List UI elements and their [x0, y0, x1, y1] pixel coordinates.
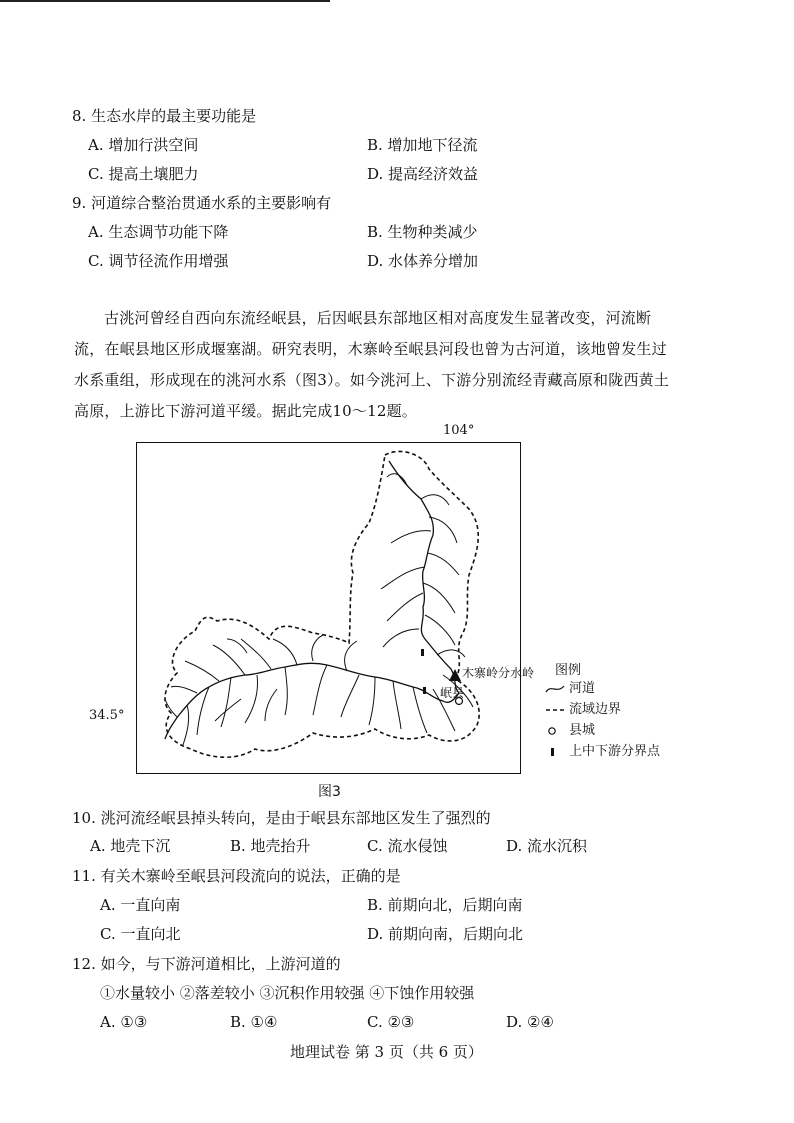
map-drawing — [137, 443, 522, 775]
passage-line: 水系重组，形成现在的洮河水系（图3）。如今洮河上、下游分别流经青藏高原和陇西黄土 — [74, 371, 670, 389]
boundary-legend-icon — [545, 704, 565, 716]
q9-option-a: A. 生态调节功能下降 — [88, 223, 229, 241]
longitude-label: 104° — [443, 423, 475, 438]
q9-stem: 9. 河道综合整治贯通水系的主要影响有 — [72, 194, 332, 212]
q8-option-a: A. 增加行洪空间 — [88, 136, 199, 154]
top-rule — [0, 0, 330, 2]
q12-statements: ①水量较小 ②落差较小 ③沉积作用较强 ④下蚀作用较强 — [100, 984, 475, 1002]
q11-option-c: C. 一直向北 — [100, 925, 181, 943]
legend-boundary — [545, 698, 621, 717]
marker-legend-icon — [545, 746, 565, 758]
legend-marker — [545, 740, 660, 759]
q8-option-d: D. 提高经济效益 — [367, 165, 479, 183]
q11-option-b: B. 前期向北，后期向南 — [367, 896, 523, 914]
page-footer: 地理试卷 第 3 页（共 6 页） — [290, 1043, 483, 1061]
passage-line: 流，在岷县地区形成堰塞湖。研究表明，木寨岭至岷县河段也曾为古河道，该地曾发生过 — [74, 340, 667, 358]
q12-option-d: D. ②④ — [506, 1013, 554, 1031]
q12-option-b: B. ①④ — [230, 1013, 278, 1031]
q12-stem: 12. 如今，与下游河道相比，上游河道的 — [72, 955, 341, 973]
segment-boundary-icon — [423, 687, 426, 694]
latitude-label: 34.5° — [89, 708, 125, 723]
q10-option-d: D. 流水沉积 — [506, 837, 588, 855]
legend-label: 河道 — [569, 681, 596, 696]
q8-option-b: B. 增加地下径流 — [367, 136, 478, 154]
minxian-label: 岷县 — [440, 686, 465, 700]
reading-passage — [74, 303, 724, 427]
q11-stem: 11. 有关木寨岭至岷县河段流向的说法，正确的是 — [72, 867, 401, 885]
segment-boundary-icon — [421, 649, 424, 656]
q12-option-c: C. ②③ — [367, 1013, 415, 1031]
watershed-map — [136, 442, 521, 774]
passage-line: 高原，上游比下游河道平缓。据此完成10～12题。 — [74, 402, 417, 420]
q10-option-a: A. 地壳下沉 — [90, 837, 171, 855]
q12-option-a: A. ①③ — [100, 1013, 148, 1031]
q11-option-a: A. 一直向南 — [100, 896, 181, 914]
q8-option-c: C. 提高土壤肥力 — [88, 165, 199, 183]
legend-title: 图例 — [555, 663, 582, 678]
q9-option-b: B. 生物种类减少 — [367, 223, 478, 241]
river-legend-icon — [545, 683, 565, 695]
county-legend-icon — [545, 725, 565, 737]
legend-county — [545, 719, 595, 738]
basin-boundary — [165, 451, 479, 757]
legend-river — [545, 677, 595, 696]
main-river — [165, 461, 459, 739]
passage-line: 古洮河曾经自西向东流经岷县，后因岷县东部地区相对高度发生显著改变，河流断 — [104, 309, 652, 327]
q11-option-d: D. 前期向南，后期向北 — [367, 925, 524, 943]
legend-label: 上中下游分界点 — [569, 744, 661, 759]
legend-label: 流域边界 — [569, 702, 622, 717]
muzhailing-label: 木寨岭分水岭 — [462, 666, 535, 680]
q8-stem: 8. 生态水岸的最主要功能是 — [72, 107, 257, 125]
q10-option-c: C. 流水侵蚀 — [367, 837, 448, 855]
figure-caption: 图3 — [318, 784, 341, 800]
q9-option-d: D. 水体养分增加 — [367, 252, 479, 270]
q9-option-c: C. 调节径流作用增强 — [88, 252, 229, 270]
q10-stem: 10. 洮河流经岷县掉头转向，是由于岷县东部地区发生了强烈的 — [72, 809, 491, 827]
legend-label: 县城 — [569, 723, 596, 738]
q10-option-b: B. 地壳抬升 — [230, 837, 311, 855]
tributaries — [165, 474, 473, 745]
